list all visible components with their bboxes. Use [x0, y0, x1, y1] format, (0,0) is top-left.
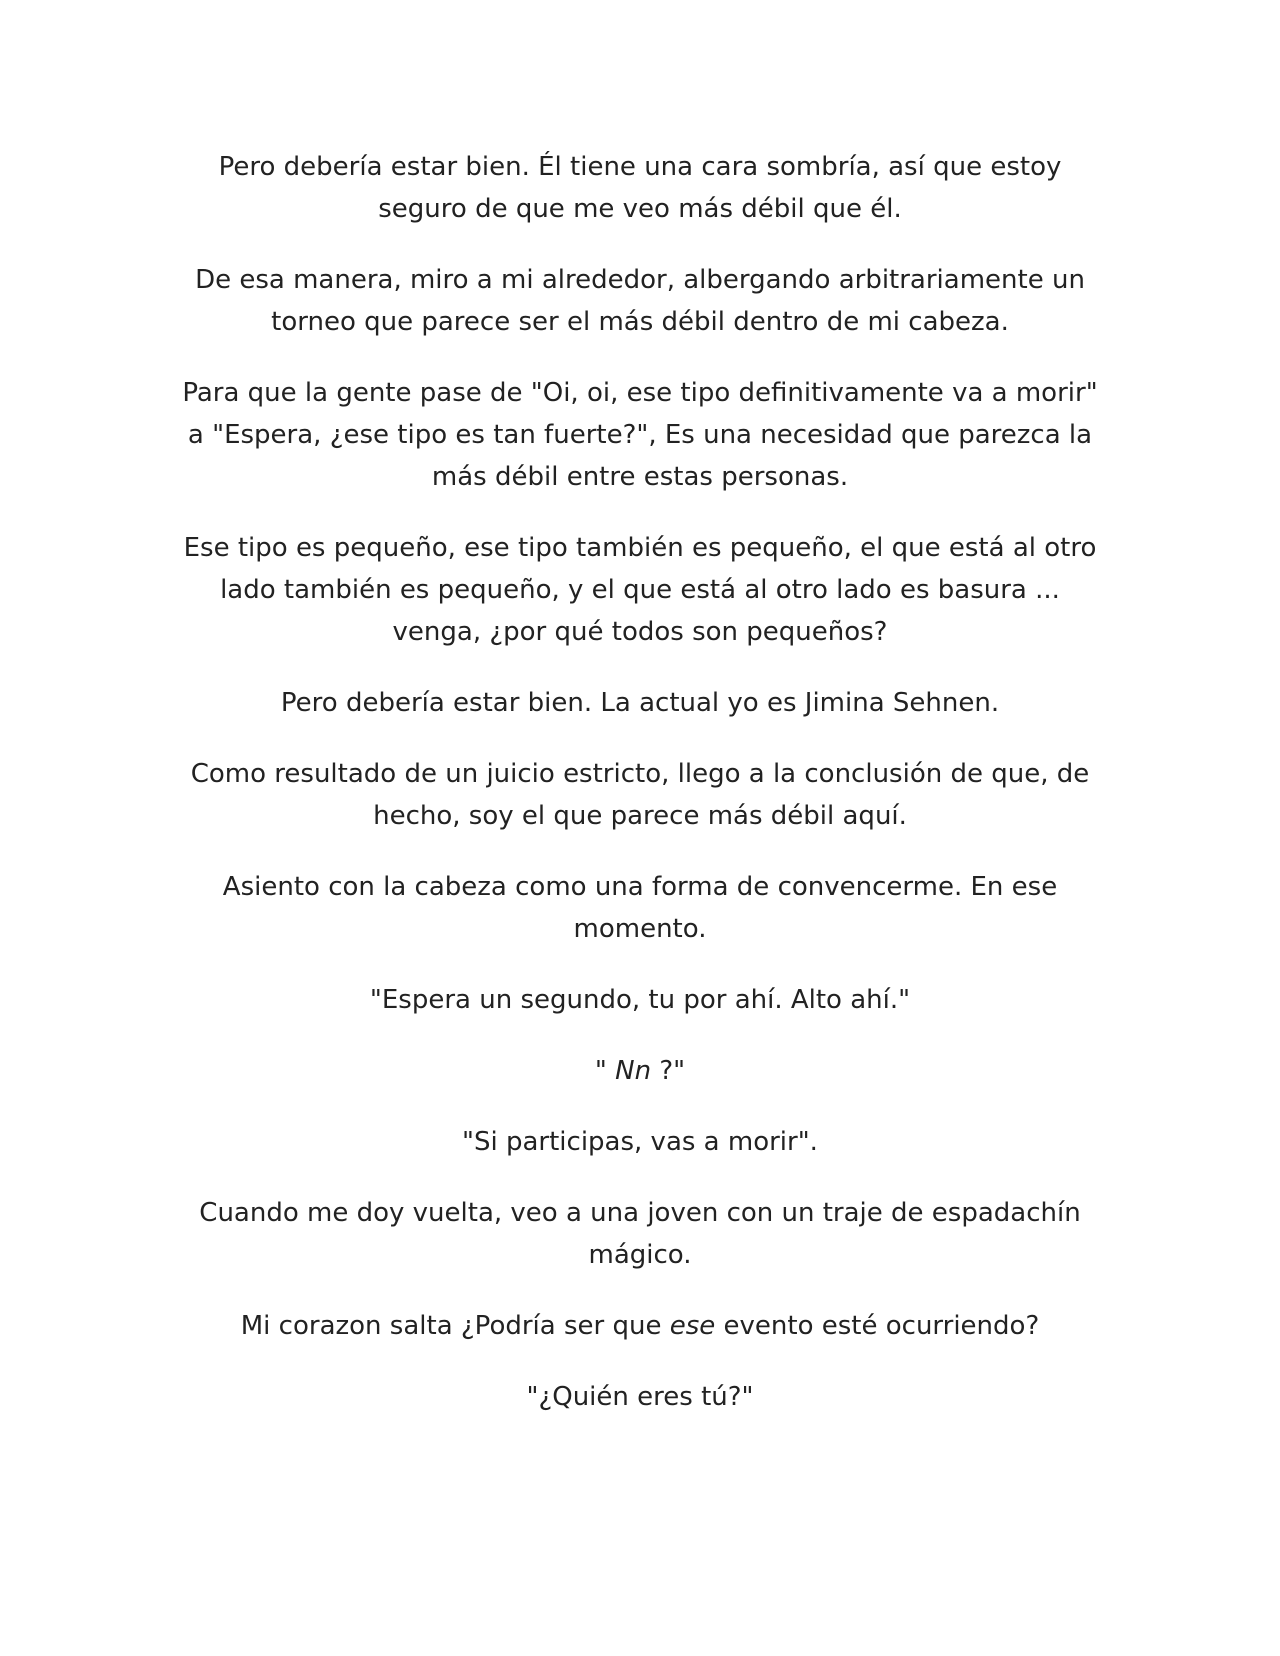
paragraph [180, 979, 1100, 1021]
paragraph [180, 527, 1100, 653]
paragraph [180, 753, 1100, 837]
paragraph-text: evento esté ocurriendo? [715, 1311, 1040, 1341]
paragraph-text: Pero debería estar bien. Él tiene una cara sombría, así que estoy seguro de que me veo más débil que él. [218, 152, 1062, 224]
paragraph-text: "Espera un segundo, tu por ahí. Alto ahí." [369, 985, 911, 1015]
paragraph [180, 372, 1100, 498]
paragraph-text: Asiento con la cabeza como una forma de convencerme. En ese momento. [222, 872, 1058, 944]
paragraph-text: Mi corazon salta ¿Podría ser que [240, 1311, 670, 1341]
paragraph-text: ?" [651, 1056, 686, 1086]
paragraph [180, 866, 1100, 950]
paragraph-text: Como resultado de un juicio estricto, llego a la conclusión de que, de hecho, soy el que parece más débil aquí. [190, 759, 1090, 831]
emphasis-text: Nn [615, 1056, 652, 1086]
paragraph [180, 259, 1100, 343]
paragraph [180, 146, 1100, 230]
paragraph [180, 1305, 1100, 1347]
paragraph-text: Cuando me doy vuelta, veo a una joven con un traje de espadachín mágico. [199, 1198, 1081, 1270]
paragraph-text: "¿Quién eres tú?" [526, 1382, 754, 1412]
paragraph [180, 1376, 1100, 1418]
paragraph [180, 1121, 1100, 1163]
paragraph-text: De esa manera, miro a mi alrededor, albergando arbitrariamente un torneo que parece ser el más débil dentro de mi cabeza. [195, 265, 1085, 337]
paragraph [180, 1192, 1100, 1276]
paragraph-text: " [594, 1056, 616, 1086]
paragraph [180, 1050, 1100, 1092]
document-body [180, 146, 1100, 1447]
paragraph-text: Pero debería estar bien. La actual yo es Jimina Sehnen. [280, 688, 1000, 718]
paragraph [180, 682, 1100, 724]
emphasis-text: ese [669, 1311, 716, 1341]
paragraph-text: "Si participas, vas a morir". [462, 1127, 818, 1157]
paragraph-text: Ese tipo es pequeño, ese tipo también es pequeño, el que está al otro lado también es pequeño, y el que está al otro lado es basura ... venga, ¿por qué todos son pequeños? [183, 533, 1097, 647]
paragraph-text: Para que la gente pase de "Oi, oi, ese tipo definitivamente va a morir" a "Espera, ¿ese tipo es tan fuerte?", Es una necesidad que parezca la más débil entre estas personas. [182, 378, 1098, 492]
